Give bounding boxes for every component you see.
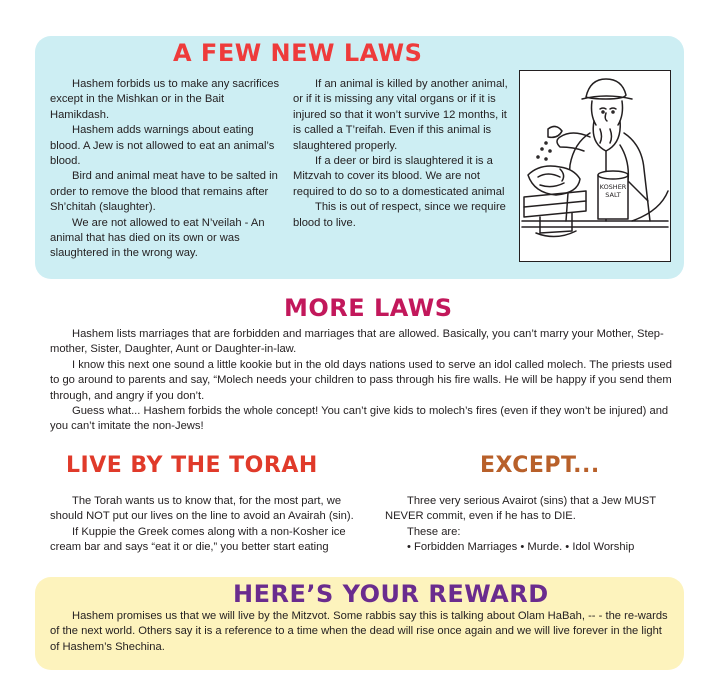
more-laws-text <box>50 327 684 435</box>
coloring-illustration <box>519 70 671 262</box>
salt-box-label: KOSHER <box>599 183 627 191</box>
reward-text <box>50 609 672 655</box>
laws-column-2 <box>293 77 511 231</box>
laws-column-1 <box>50 77 282 262</box>
paragraph: Hashem promises us that we will live by the Mitzvot. Some rabbis say this is talking about Olam HaBah, -- - the re-wards of the next world. Others say it is a reference to a time when the dead will rise once again and we will live forever in the light of Hashem’s Shechina. <box>50 610 668 653</box>
paragraph: I know this next one sound a little kookie but in the old days nations used to serve an idol called molech. The priests used to go around to parents and say, “Molech needs your children to pass through his fire walls. He will be happy if you send them through, and angry if you don’t. <box>50 358 672 402</box>
paragraph: • Forbidden Marriages • Murde. • Idol Worship <box>407 541 635 554</box>
paragraph: The Torah wants us to know that, for the most part, we should NOT put our lives on the line to avoid an Avairah (sin). <box>50 495 354 523</box>
heading-reward: HERE’S YOUR REWARD <box>233 580 549 608</box>
man-salting-meat-illustration <box>520 71 670 261</box>
paragraph: Bird and animal meat have to be salted in order to remove the blood that remains after Sh’chitah (slaughter). <box>50 170 278 214</box>
paragraph: We are not allowed to eat N’veilah - An animal that has died on its own or was slaughtered in the wrong way. <box>50 216 265 260</box>
heading-few-new-laws: A FEW NEW LAWS <box>173 39 423 67</box>
heading-live-by-torah: LIVE BY THE TORAH <box>66 453 318 478</box>
paragraph: If a deer or bird is slaughtered it is a Mitzvah to cover its blood. We are not required to do so to a domesticated animal <box>293 155 505 198</box>
salt-box-label-2: SALT <box>605 191 621 199</box>
paragraph: Hashem lists marriages that are forbidden and marriages that are allowed. Basically, you can’t marry your Mother, Step-mother, Sister, Daughter, Aunt or Daughter-in-law. <box>50 328 664 356</box>
except-text <box>385 494 675 556</box>
paragraph: If an animal is killed by another animal, or if it is missing any vital organs or if it is injured so that it won’t survive 12 months, it is called a T’reifah. Even if this animal is slaughtered properly. <box>293 78 508 152</box>
paragraph: Hashem forbids us to make any sacrifices except in the Mishkan or in the Bait Hamikdash. <box>50 78 280 121</box>
paragraph: Guess what... Hashem forbids the whole concept! You can’t give kids to molech’s fires (even if they won’t be injured) and you can’t imitate the non-Jews! <box>50 405 669 433</box>
paragraph: These are: <box>407 525 461 538</box>
paragraph: Three very serious Avairot (sins) that a Jew MUST NEVER commit, even if he has to DIE. <box>385 495 656 523</box>
paragraph: If Kuppie the Greek comes along with a non-Kosher ice cream bar and says “eat it or die,” you better start eating <box>50 525 346 554</box>
paragraph: Hashem adds warnings about eating blood. A Jew is not allowed to eat an animal’s blood. <box>50 124 275 168</box>
heading-more-laws: MORE LAWS <box>284 294 453 322</box>
live-by-torah-text <box>50 494 368 556</box>
heading-except: EXCEPT... <box>480 453 600 478</box>
paragraph: This is out of respect, since we require blood to live. <box>293 201 506 229</box>
